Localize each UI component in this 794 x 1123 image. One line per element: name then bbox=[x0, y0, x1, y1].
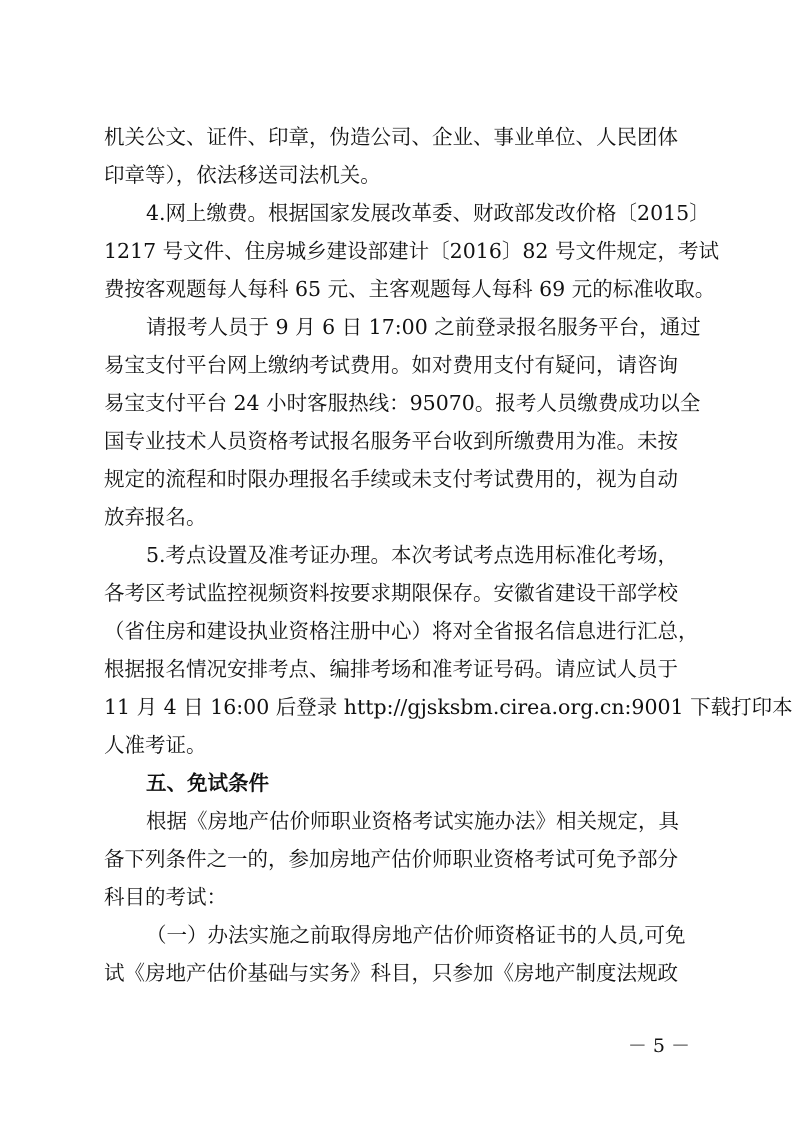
paragraph-line: 备下列条件之一的，参加房地产估价师职业资格考试可免予部分 bbox=[104, 847, 678, 871]
paragraph-line: （省住房和建设执业资格注册中心）将对全省报名信息进行汇总， bbox=[104, 619, 699, 643]
paragraph-line: 放弃报名。 bbox=[104, 505, 207, 529]
paragraph-line: 1217 号文件、住房城乡建设部建计〔2016〕82 号文件规定，考试 bbox=[104, 239, 719, 263]
paragraph-line: 请报考人员于 9 月 6 日 17:00 之前登录报名服务平台，通过 bbox=[146, 315, 701, 339]
paragraph-line: 人准考证。 bbox=[104, 733, 207, 757]
paragraph-line: 规定的流程和时限办理报名手续或未支付考试费用的，视为自动 bbox=[104, 467, 678, 491]
paragraph-line: 国专业技术人员资格考试报名服务平台收到所缴费用为准。未按 bbox=[104, 429, 678, 453]
paragraph-line: 科目的考试： bbox=[104, 885, 227, 909]
paragraph-line: 试《房地产估价基础与实务》科目，只参加《房地产制度法规政 bbox=[104, 961, 678, 985]
paragraph-line: 根据《房地产估价师职业资格考试实施办法》相关规定，具 bbox=[146, 809, 679, 833]
paragraph-line: 机关公文、证件、印章，伪造公司、企业、事业单位、人民团体 bbox=[104, 125, 678, 149]
paragraph-line: 易宝支付平台网上缴纳考试费用。如对费用支付有疑问，请咨询 bbox=[104, 353, 678, 377]
paragraph-line: 印章等），依法移送司法机关。 bbox=[104, 163, 381, 187]
paragraph-line: 根据报名情况安排考点、编排考场和准考证号码。请应试人员于 bbox=[104, 657, 678, 681]
paragraph-line: （一）办法实施之前取得房地产估价师资格证书的人员,可免 bbox=[146, 923, 686, 947]
paragraph-line: 11 月 4 日 16:00 后登录 http://gjsksbm.cirea.org.cn:9001 下载打印本 bbox=[104, 695, 793, 719]
page-number: － 5 － bbox=[627, 1035, 690, 1057]
paragraph-line: 易宝支付平台 24 小时客服热线：95070。报考人员缴费成功以全 bbox=[104, 391, 701, 415]
paragraph-line: 4.网上缴费。根据国家发展改革委、财政部发改价格〔2015〕 bbox=[146, 201, 710, 225]
section-heading: 五、免试条件 bbox=[146, 771, 269, 795]
paragraph-line: 费按客观题每人每科 65 元、主客观题每人每科 69 元的标准收取。 bbox=[104, 277, 716, 301]
paragraph-line: 5.考点设置及准考证办理。本次考试考点选用标准化考场， bbox=[146, 543, 679, 567]
paragraph-line: 各考区考试监控视频资料按要求期限保存。安徽省建设干部学校 bbox=[104, 581, 678, 605]
